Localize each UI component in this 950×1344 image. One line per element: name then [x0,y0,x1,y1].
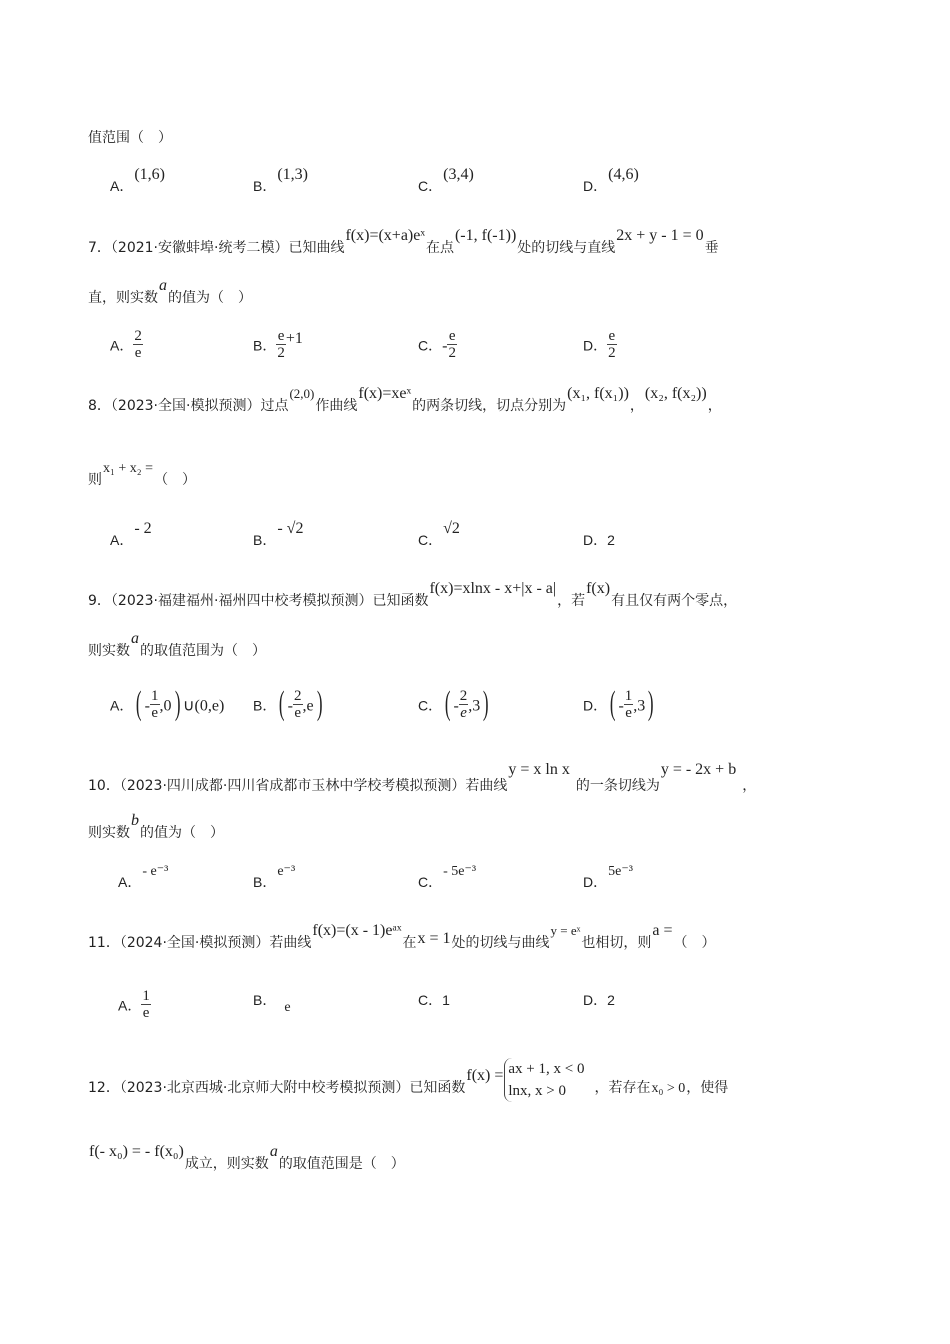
question-12-line2: f(- x₀) = - f(x₀)成立，则实数a的取值范围是（ ） [89,1143,405,1172]
q9-option-b: B．( - $\frac{2}{e}$ ,e) [253,684,323,722]
q9-option-c: C．( - $\frac{2}{e},3$) [418,684,489,722]
q6-option-b: B．(1,3) [253,166,308,194]
q6-option-a: A．(1,6) [110,166,165,194]
q10-option-d: D．5e⁻³ [583,864,633,890]
piecewise-definition: ax + 1, x < 0 lnx, x > 0 [504,1058,584,1102]
q8-option-c: C．√2 [418,520,460,548]
question-8-line2: 则x₁ + x₂ =（ ） [88,461,197,488]
question-7-line2: 直，则实数a的值为（ ） [88,277,252,306]
question-9: 9．（2023·福建福州·福州四中校考模拟预测）已知函数f(x)=xlnx - x+|x - a|，若f(x)有且仅有两个零点， [88,580,738,609]
q10-option-b: B．e⁻³ [253,864,296,890]
q8-option-d: D．2 [583,532,615,548]
q11-option-b: B． e [253,992,291,1015]
q6-option-c: C．(3,4) [418,166,474,194]
question-8: 8．（2023·全国·模拟预测）过点(2,0)作曲线f(x)=xeˣ的两条切线，切点分别为(x₁, f(x₁))，(x₂, f(x₂))， [88,385,722,414]
q11-option-c: C．1 [418,992,450,1008]
question-12: 12．（2023·北京西城·北京师大附中校考模拟预测）已知函数f(x) = ax + 1, x < 0 lnx, x > 0 ，若存在x₀ > 0，使得 [88,1066,728,1110]
question-10: 10．（2023·四川成都·四川省成都市玉林中学校考模拟预测）若曲线y = x ln x的一条切线为y = - 2x + b， [88,761,757,794]
q10-option-c: C．- 5e⁻³ [418,864,477,890]
q10-option-a: A．- e⁻³ [118,864,169,890]
q7-option-b: B． $\frac{e}{2}$ +1 [253,328,303,361]
q11-option-d: D．2 [583,992,615,1008]
q11-option-a: A． $\frac{1}{e}$ [118,988,150,1021]
question-7: 7．（2021·安徽蚌埠·统考二模）已知曲线f(x)=(x+a)eˣ在点(-1, f(-1))处的切线与直线2x + y - 1 = 0垂 [88,227,719,256]
q8-option-b: B．- √2 [253,520,304,548]
question-11: 11．（2024·全国·模拟预测）若曲线f(x)=(x - 1)eᵃˣ在x = 1处的切线与曲线y = eˣ也相切，则a =（ ） [88,922,716,951]
q6-option-d: D．(4,6) [583,166,639,194]
q8-option-a: A．- 2 [110,520,152,548]
q9-option-d: D．( - $\frac{1}{e}$ ,3) [583,684,654,722]
q9-option-a: A．( - $\frac{1}{e}$ ,0) ∪(0,e) [110,684,225,722]
q7-option-a: A． $\frac{2}{e}$ [110,328,142,361]
q7-option-c: C．- $\frac{e}{2}$ [418,328,456,361]
q7-option-d: D． $\frac{e}{2}$ [583,328,616,361]
q6-tail: 值范围（ ） [88,130,172,146]
question-10-line2: 则实数b的值为（ ） [88,812,224,841]
question-9-line2: 则实数a的取值范围为（ ） [88,630,266,659]
